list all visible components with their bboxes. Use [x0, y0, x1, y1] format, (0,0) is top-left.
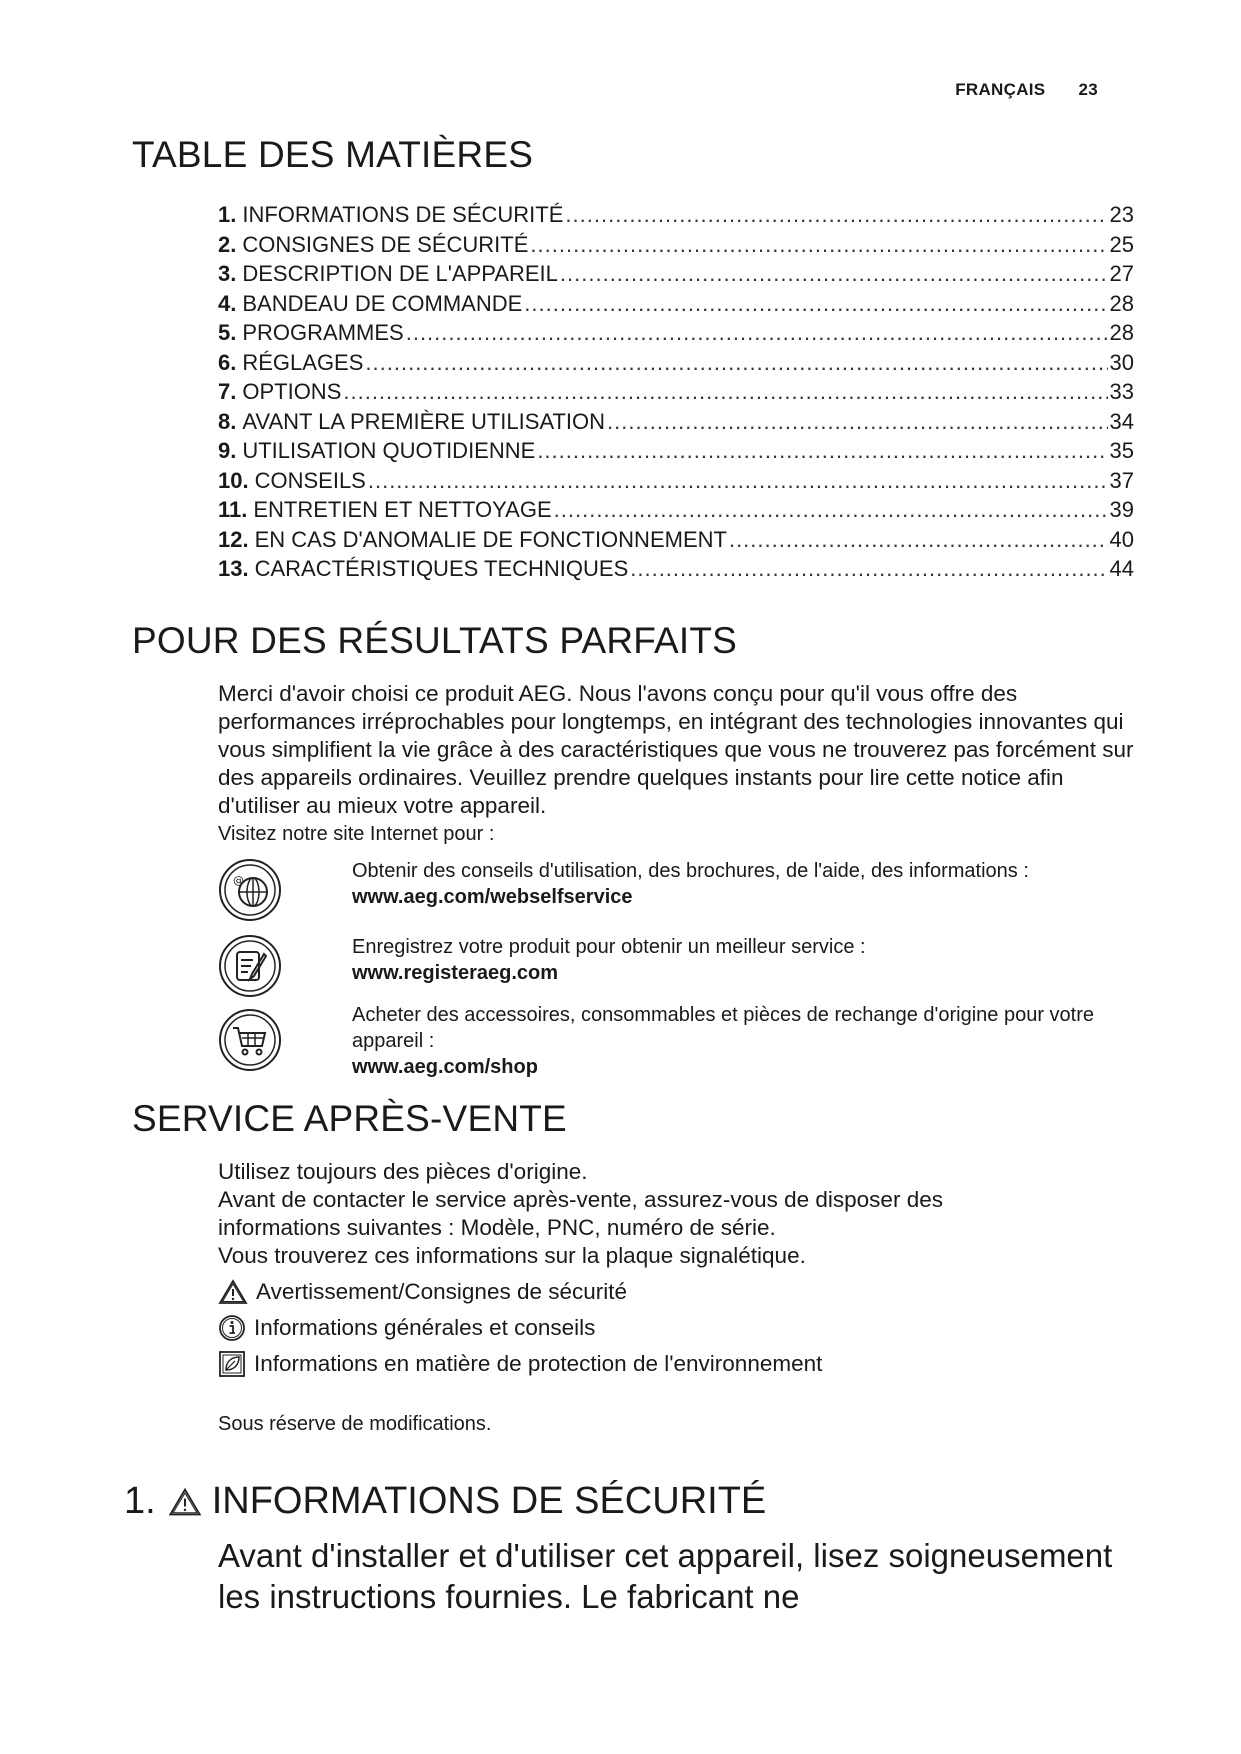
table-of-contents [218, 200, 1134, 584]
legend-environment [218, 1350, 822, 1378]
link-description: Obtenir des conseils d'utilisation, des brochures, de l'aide, des informations : [352, 860, 1029, 882]
toc-leader-dots [607, 407, 1107, 437]
results-intro: Merci d'avoir choisi ce produit AEG. Nous l'avons conçu pour qu'il vous offre des performances irréprochables pour longtemps, en intégrant des technologies innovantes qui vous simplifient la vie grâce à des caractéristiques que vous ne trouverez pas forcément sur des appareils ordinaires. Veuillez prendre quelques instants pour lire cette notice afin d'utiliser au mieux votre appareil. [218, 681, 1134, 818]
toc-entry-number: 11. [218, 497, 248, 522]
toc-entry-label: EN CAS D'ANOMALIE DE FONCTIONNEMENT [254, 526, 727, 552]
service-line-3: Vous trouverez ces informations sur la plaque signalétique. [218, 1243, 806, 1268]
section-number: 1. [124, 1480, 156, 1522]
toc-entry-label: UTILISATION QUOTIDIENNE [242, 438, 536, 463]
legend-warning [218, 1278, 627, 1306]
toc-entry-page: 35 [1109, 438, 1134, 463]
toc-entry-page: 28 [1109, 320, 1134, 345]
link-description: Acheter des accessoires, consommables et pièces de rechange d'origine pour votre appareil : [352, 1004, 1095, 1052]
toc-entry-label: DESCRIPTION DE L'APPAREIL [242, 261, 558, 286]
service-title: SERVICE APRÈS-VENTE [132, 1098, 567, 1139]
warning-icon [218, 1279, 248, 1305]
section-1-intro: Avant d'installer et d'utiliser cet appareil, lisez soigneusement les instructions fournies. Le fabricant ne [218, 1537, 1113, 1615]
toc-entry[interactable] [218, 466, 1134, 496]
toc-entry[interactable] [218, 259, 1134, 289]
toc-entry-label: ENTRETIEN ET NETTOYAGE [253, 497, 552, 522]
toc-leader-dots [365, 348, 1107, 378]
toc-leader-dots [537, 436, 1107, 466]
toc-title: TABLE DES MATIÈRES [132, 134, 534, 175]
globe-icon [218, 858, 282, 922]
toc-leader-dots [554, 495, 1108, 525]
toc-entry[interactable] [218, 230, 1134, 260]
toc-entry-label: OPTIONS [242, 379, 342, 404]
toc-entry-label: INFORMATIONS DE SÉCURITÉ [242, 202, 564, 227]
toc-entry-page: 23 [1109, 202, 1134, 227]
warning-icon [168, 1487, 202, 1517]
toc-entry-page: 40 [1109, 526, 1134, 552]
toc-entry-label: AVANT LA PREMIÈRE UTILISATION [242, 408, 606, 434]
modifications-note: Sous réserve de modifications. [218, 1413, 492, 1435]
toc-entry-number: 13. [218, 556, 249, 581]
visit-text: Visitez notre site Internet pour : [218, 823, 495, 845]
toc-leader-dots [630, 554, 1107, 584]
toc-entry-number: 4. [218, 290, 237, 316]
shop-link[interactable]: www.aeg.com/shop [352, 1056, 538, 1078]
toc-entry-label: PROGRAMMES [242, 320, 404, 345]
toc-entry-number: 12. [218, 526, 249, 552]
toc-entry-page: 27 [1109, 261, 1134, 286]
toc-leader-dots [565, 200, 1107, 230]
toc-entry-page: 33 [1109, 379, 1134, 404]
toc-entry-number: 10. [218, 467, 249, 493]
toc-entry[interactable] [218, 436, 1134, 466]
toc-entry-number: 2. [218, 231, 237, 257]
toc-entry-page: 37 [1109, 467, 1134, 493]
legend-label: Avertissement/Consignes de sécurité [256, 1279, 628, 1304]
toc-entry[interactable] [218, 348, 1134, 378]
toc-leader-dots [524, 289, 1107, 319]
toc-leader-dots [530, 230, 1107, 260]
toc-entry-number: 6. [218, 349, 237, 375]
toc-entry-page: 25 [1109, 231, 1134, 257]
toc-entry[interactable] [218, 525, 1134, 555]
svg-text:@: @ [233, 874, 244, 887]
toc-entry-number: 8. [218, 408, 237, 434]
register-icon [218, 934, 282, 998]
toc-leader-dots [343, 377, 1107, 407]
section-1-heading [124, 1480, 766, 1523]
toc-entry[interactable] [218, 377, 1134, 407]
toc-entry-label: CARACTÉRISTIQUES TECHNIQUES [254, 556, 629, 581]
toc-entry-number: 7. [218, 379, 237, 404]
legend-label: Informations en matière de protection de l'environnement [254, 1351, 823, 1376]
info-icon [218, 1314, 246, 1342]
register-link[interactable]: www.registeraeg.com [352, 962, 558, 984]
language-label: FRANÇAIS [955, 80, 1046, 99]
toc-leader-dots [560, 259, 1108, 289]
toc-entry[interactable] [218, 495, 1134, 525]
toc-entry-page: 28 [1109, 290, 1134, 316]
toc-entry-page: 34 [1109, 408, 1134, 434]
toc-entry-label: BANDEAU DE COMMANDE [242, 290, 523, 316]
service-line-2: Avant de contacter le service après-vente, assurez-vous de disposer des informations suivantes : Modèle, PNC, numéro de série. [218, 1187, 943, 1240]
toc-entry-number: 1. [218, 202, 237, 227]
shopping-cart-icon [218, 1008, 282, 1072]
toc-entry-number: 3. [218, 261, 237, 286]
legend-info [218, 1314, 595, 1342]
toc-entry-page: 39 [1109, 497, 1134, 522]
service-line-1: Utilisez toujours des pièces d'origine. [218, 1159, 588, 1184]
toc-entry[interactable] [218, 407, 1134, 437]
toc-entry[interactable] [218, 318, 1134, 348]
page-number: 23 [1078, 80, 1098, 99]
leaf-icon [218, 1350, 246, 1378]
legend-label: Informations générales et conseils [254, 1315, 596, 1340]
toc-leader-dots [729, 525, 1108, 555]
toc-entry-number: 9. [218, 438, 237, 463]
toc-entry-label: CONSEILS [254, 467, 366, 493]
section-title: INFORMATIONS DE SÉCURITÉ [211, 1480, 767, 1522]
toc-entry[interactable] [218, 200, 1134, 230]
toc-entry-page: 30 [1109, 349, 1134, 375]
toc-entry[interactable] [218, 289, 1134, 319]
toc-entry-label: CONSIGNES DE SÉCURITÉ [242, 231, 529, 257]
toc-entry-page: 44 [1109, 556, 1134, 581]
selfservice-link[interactable]: www.aeg.com/webselfservice [352, 886, 633, 908]
results-title: POUR DES RÉSULTATS PARFAITS [132, 620, 738, 661]
page-header [955, 80, 1098, 100]
toc-entry-number: 5. [218, 320, 237, 345]
toc-entry-label: RÉGLAGES [242, 349, 364, 375]
toc-leader-dots [368, 466, 1108, 496]
link-description: Enregistrez votre produit pour obtenir un meilleur service : [352, 936, 866, 958]
toc-entry[interactable] [218, 554, 1134, 584]
toc-leader-dots [406, 318, 1108, 348]
